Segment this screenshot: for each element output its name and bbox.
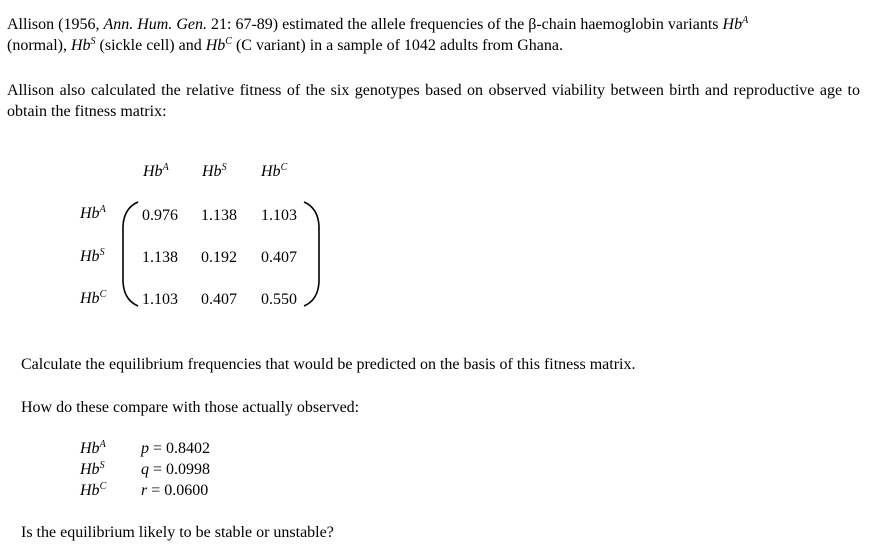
matrix-cell-as: 1.138: [201, 207, 237, 224]
matrix-row-header-s: $Hb^S$: [80, 247, 105, 265]
question-stability: Is the equilibrium likely to be stable or unstable?: [21, 524, 334, 541]
question-equilibrium: Calculate the equilibrium frequencies that would be predicted on the basis of this fitness matrix.: [21, 356, 636, 373]
fitness-paragraph: Allison also calculated the relative fitness of the six genotypes based on observed viability between birth and reproductive age to obtain the fitness matrix:: [7, 82, 860, 120]
observed-label-c: $Hb^C$: [80, 481, 107, 499]
matrix-right-paren: [300, 200, 324, 308]
matrix-cell-ca: 1.103: [142, 291, 178, 308]
matrix-cell-sa: 1.138: [142, 249, 178, 266]
matrix-cell-aa: 0.976: [142, 207, 178, 224]
intro-text-2: (C variant) in a sample of 1042 adults from Ghana.: [231, 37, 563, 54]
observed-label-a: $Hb^A$: [80, 439, 106, 457]
intro-text-1: 21: 67-89) estimated the allele frequencies of the β-chain haemoglobin variants: [207, 16, 723, 33]
matrix-col-header-c: $Hb^C$: [261, 162, 288, 180]
matrix-cell-ac: 1.103: [261, 207, 297, 224]
matrix-row-header-a: $Hb^A$: [80, 204, 106, 222]
observed-value-p: p = 0.8402: [141, 440, 211, 457]
question-compare: How do these compare with those actually observed:: [21, 399, 360, 416]
intro-normal: (normal),: [7, 37, 71, 54]
matrix-col-header-a: $Hb^A$: [143, 162, 169, 180]
hb-allele-a: $Hb^A$: [722, 15, 749, 33]
observed-values: [141, 438, 210, 501]
matrix-left-paren: [118, 200, 142, 308]
intro-sickle: (sickle cell) and: [95, 37, 206, 54]
hb-allele-s: $Hb^S$: [70, 36, 96, 54]
hb-allele-c: $Hb^C$: [205, 36, 232, 54]
matrix-cell-cs: 0.407: [201, 291, 237, 308]
matrix-cell-cc: 0.550: [261, 291, 297, 308]
matrix-cell-sc: 0.407: [261, 249, 297, 266]
observed-value-r: r = 0.0600: [141, 482, 209, 499]
journal-name: Ann. Hum. Gen.: [103, 16, 207, 33]
observed-value-q: q = 0.0998: [141, 461, 211, 478]
observed-labels: [80, 438, 106, 501]
observed-label-s: $Hb^S$: [80, 460, 105, 478]
matrix-row-header-c: $Hb^C$: [80, 289, 107, 307]
matrix-cell-ss: 0.192: [201, 249, 237, 266]
intro-paragraph: [7, 14, 860, 56]
matrix-col-header-s: $Hb^S$: [202, 162, 227, 180]
intro-author: Allison (1956,: [7, 16, 104, 33]
